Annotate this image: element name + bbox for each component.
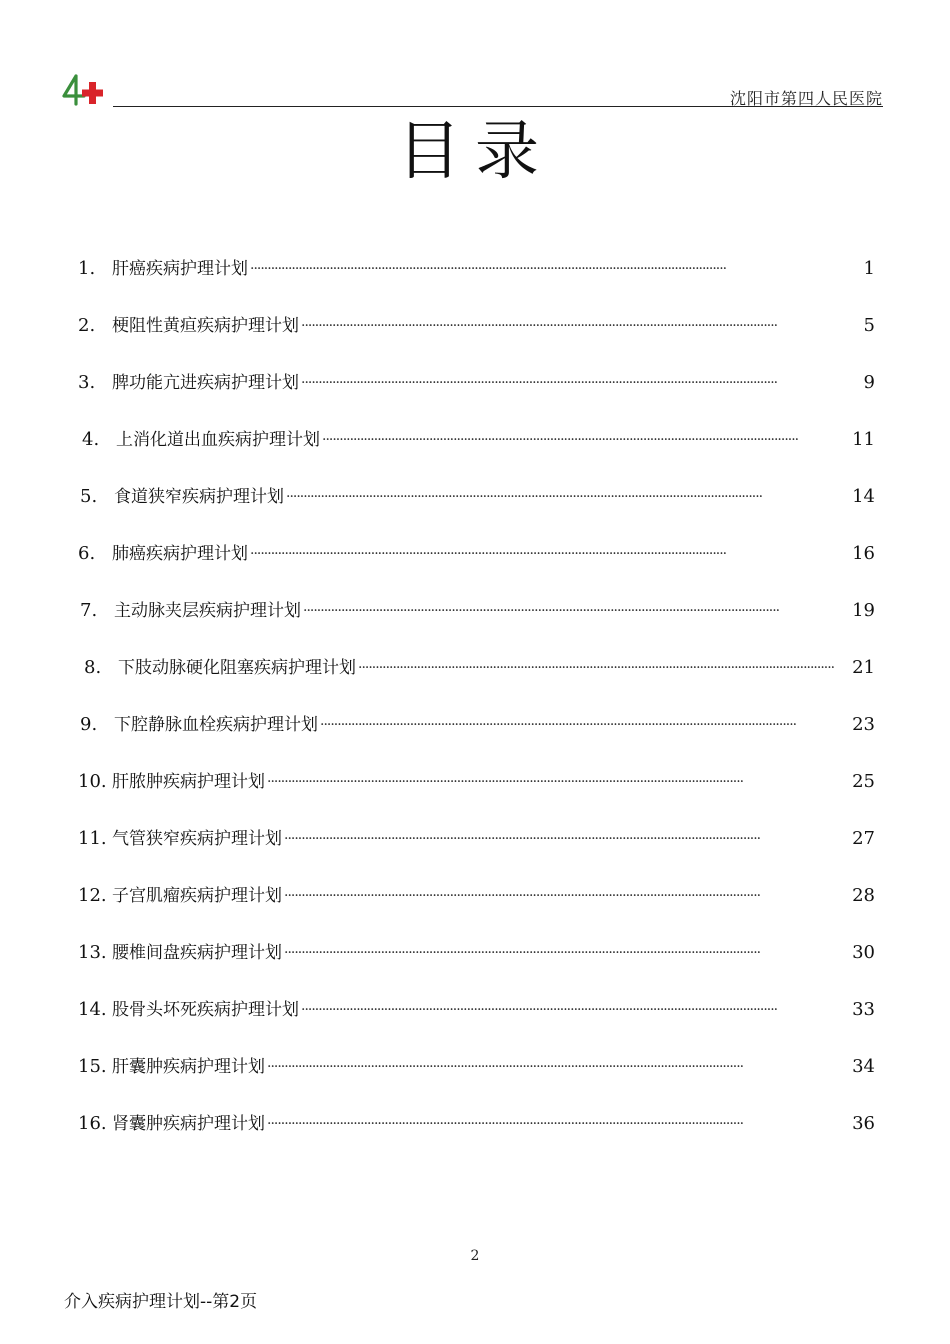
toc-entry-number: 4.	[82, 429, 100, 450]
toc-leader-dots	[322, 427, 850, 453]
toc-entry[interactable]	[78, 256, 875, 282]
toc-entry-number: 13.	[78, 942, 107, 963]
toc-entry-number: 7.	[80, 600, 98, 621]
page-title: 目录	[397, 115, 553, 189]
toc-entry-number: 3.	[78, 372, 96, 393]
toc-entry-page: 34	[852, 1056, 875, 1077]
toc-entry-page: 5	[863, 315, 875, 336]
toc-entry[interactable]	[78, 313, 875, 339]
toc-entry-number: 2.	[78, 315, 96, 336]
hospital-name: 沈阳市第四人民医院	[729, 89, 883, 108]
toc-entry-number: 6.	[78, 543, 96, 564]
toc-entry-title: 子宫肌瘤疾病护理计划	[112, 886, 282, 906]
toc-entry[interactable]	[78, 826, 875, 852]
toc-leader-dots	[267, 769, 850, 795]
toc-entry-page: 33	[852, 999, 875, 1020]
toc-leader-dots	[301, 997, 850, 1023]
toc-entry-page: 21	[852, 657, 875, 678]
toc-entry-title: 肺癌疾病护理计划	[112, 544, 248, 564]
toc-leader-dots	[267, 1111, 850, 1137]
toc-entry[interactable]	[78, 1054, 875, 1080]
toc-entry[interactable]	[80, 712, 875, 738]
toc-entry[interactable]	[80, 598, 875, 624]
toc-leader-dots	[301, 370, 862, 396]
toc-entry[interactable]	[78, 370, 875, 396]
toc-entry-title: 主动脉夹层疾病护理计划	[114, 601, 301, 621]
toc-leader-dots	[284, 826, 850, 852]
toc-leader-dots	[320, 712, 850, 738]
toc-entry-title: 肝囊肿疾病护理计划	[112, 1057, 265, 1077]
toc-entry-title: 下腔静脉血栓疾病护理计划	[114, 715, 318, 735]
toc-entry-page: 27	[852, 828, 875, 849]
toc-entry-number: 5.	[80, 486, 98, 507]
toc-entry-title: 上消化道出血疾病护理计划	[116, 430, 320, 450]
toc-leader-dots	[267, 1054, 850, 1080]
toc-entry-page: 30	[852, 942, 875, 963]
toc-entry-number: 9.	[80, 714, 98, 735]
toc-entry[interactable]	[78, 940, 875, 966]
toc-entry[interactable]	[82, 427, 875, 453]
page-number: 2	[470, 1248, 480, 1264]
toc-entry-title: 腰椎间盘疾病护理计划	[112, 943, 282, 963]
toc-entry-page: 14	[852, 486, 875, 507]
toc-entry-title: 股骨头坏死疾病护理计划	[112, 1000, 299, 1020]
toc-entry-title: 下肢动脉硬化阻塞疾病护理计划	[118, 658, 356, 678]
toc-entry[interactable]	[78, 541, 875, 567]
toc-entry-number: 14.	[78, 999, 107, 1020]
toc-entry-page: 28	[852, 885, 875, 906]
toc-entry[interactable]	[78, 883, 875, 909]
toc-entry[interactable]	[78, 1111, 875, 1137]
toc-entry-title: 梗阻性黄疸疾病护理计划	[112, 316, 299, 336]
toc-entry[interactable]	[78, 997, 875, 1023]
toc-entry-title: 脾功能亢进疾病护理计划	[112, 373, 299, 393]
toc-entry-number: 10.	[78, 771, 107, 792]
toc-entry-number: 15.	[78, 1056, 107, 1077]
toc-entry[interactable]	[84, 655, 875, 681]
toc-leader-dots	[358, 655, 850, 681]
toc-entry-title: 食道狭窄疾病护理计划	[114, 487, 284, 507]
toc-entry-number: 1.	[78, 258, 96, 279]
toc-entry-title: 肝癌疾病护理计划	[112, 259, 248, 279]
toc-entry-page: 36	[852, 1113, 875, 1134]
toc-entry-title: 气管狭窄疾病护理计划	[112, 829, 282, 849]
toc-entry-title: 肝脓肿疾病护理计划	[112, 772, 265, 792]
toc-entry-page: 9	[863, 372, 875, 393]
toc-leader-dots	[250, 541, 850, 567]
toc-entry-page: 1	[863, 258, 875, 279]
toc-leader-dots	[303, 598, 850, 624]
toc-entry-number: 11.	[78, 828, 107, 849]
toc-entry-page: 19	[852, 600, 875, 621]
page-footer: 介入疾病护理计划--第2页	[64, 1292, 258, 1312]
toc-entry-page: 25	[852, 771, 875, 792]
toc-leader-dots	[286, 484, 850, 510]
toc-leader-dots	[284, 883, 850, 909]
toc-entry[interactable]	[80, 484, 875, 510]
toc-entry-page: 16	[852, 543, 875, 564]
toc-leader-dots	[250, 256, 862, 282]
toc-entry-number: 16.	[78, 1113, 107, 1134]
toc-entry[interactable]	[78, 769, 875, 795]
toc-leader-dots	[284, 940, 850, 966]
toc-entry-title: 肾囊肿疾病护理计划	[112, 1114, 265, 1134]
toc-entry-number: 8.	[84, 657, 102, 678]
toc-entry-page: 23	[852, 714, 875, 735]
toc-entry-page: 11	[852, 429, 875, 450]
toc-entry-number: 12.	[78, 885, 107, 906]
toc-leader-dots	[301, 313, 862, 339]
